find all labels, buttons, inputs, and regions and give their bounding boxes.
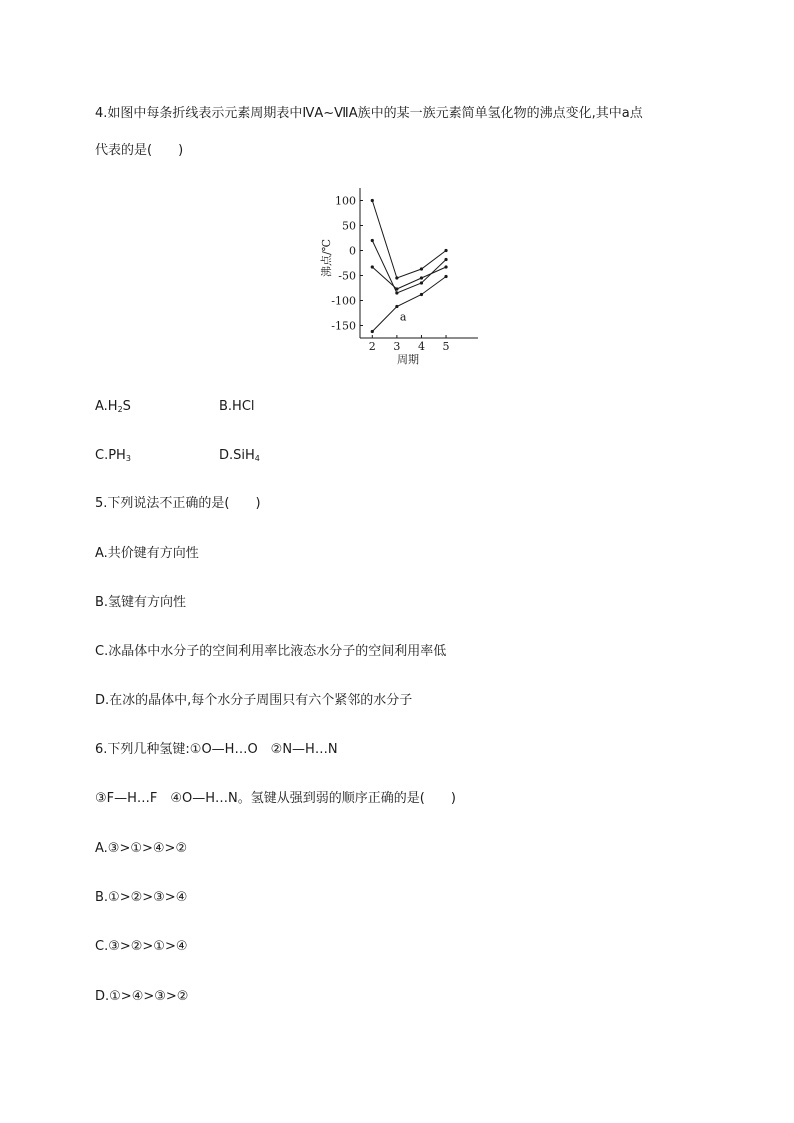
q5-option-c[interactable]: C.冰晶体中水分子的空间利用率比液态水分子的空间利用率低 xyxy=(95,644,447,659)
y-ticks xyxy=(331,195,363,333)
data-point xyxy=(395,276,398,279)
y-axis-label: 沸点/℃ xyxy=(320,238,333,278)
x-tick-label: 4 xyxy=(417,340,425,353)
q6-option-a[interactable]: A.③>①>④>② xyxy=(95,841,188,856)
data-point xyxy=(371,265,374,268)
q4-option-c[interactable]: $C.PH_3$ xyxy=(95,448,131,463)
x-tick-label: 5 xyxy=(442,340,450,353)
data-point xyxy=(444,249,447,252)
q5-option-a[interactable]: A.共价键有方向性 xyxy=(95,546,199,561)
q4-stem-line2: 代表的是( ) xyxy=(95,143,184,158)
x-tick-label: 3 xyxy=(393,340,401,353)
q6-stem-line1: 6.下列几种氢键:①O—H…O ②N—H…N xyxy=(95,742,338,757)
q5-option-d[interactable]: D.在冰的晶体中,每个水分子周围只有六个紧邻的水分子 xyxy=(95,693,413,708)
data-point xyxy=(371,199,374,202)
y-tick-label: -50 xyxy=(338,269,356,283)
data-point xyxy=(420,281,423,284)
y-tick-label: 50 xyxy=(342,219,356,233)
series-line-1 xyxy=(372,201,446,279)
data-point xyxy=(371,330,374,333)
q5-option-b[interactable]: B.氢键有方向性 xyxy=(95,595,187,610)
q4-stem-line1: 4.如图中每条折线表示元素周期表中ⅣA~ⅦA族中的某一族元素简单氢化物的沸点变化,其中a点 xyxy=(95,106,643,121)
q6-option-c[interactable]: C.③>②>①>④ xyxy=(95,939,188,954)
q4-option-a[interactable]: $A.H_2S$ xyxy=(95,399,131,414)
boiling-point-chart xyxy=(318,180,488,370)
point-a-label: a xyxy=(399,310,407,324)
y-tick-label: 0 xyxy=(349,244,356,258)
y-tick-label: -100 xyxy=(331,294,356,308)
data-point xyxy=(444,258,447,261)
x-axis-label: 周期 xyxy=(397,353,419,366)
data-point xyxy=(395,287,398,290)
data-point xyxy=(444,275,447,278)
data-point xyxy=(444,265,447,268)
data-point xyxy=(420,276,423,279)
q4-option-d[interactable]: D.SiH$_4$ xyxy=(219,448,260,463)
chart-axes xyxy=(360,188,478,338)
q4-option-b[interactable]: B.HCl xyxy=(219,399,255,414)
data-point xyxy=(371,239,374,242)
y-tick-label: 100 xyxy=(335,194,356,208)
y-tick-label: -150 xyxy=(331,319,356,333)
q6-option-d[interactable]: D.①>④>③>② xyxy=(95,989,189,1004)
series-group xyxy=(371,199,448,333)
series-line-4 xyxy=(372,277,446,332)
q6-option-b[interactable]: B.①>②>③>④ xyxy=(95,890,188,905)
data-point xyxy=(420,267,423,270)
data-point xyxy=(395,291,398,294)
q5-stem: 5.下列说法不正确的是( ) xyxy=(95,496,261,511)
data-point xyxy=(395,305,398,308)
q6-stem-line2: ③F—H…F ④O—H…N。氢键从强到弱的顺序正确的是( ) xyxy=(95,791,456,806)
x-tick-label: 2 xyxy=(368,340,376,353)
data-point xyxy=(420,293,423,296)
